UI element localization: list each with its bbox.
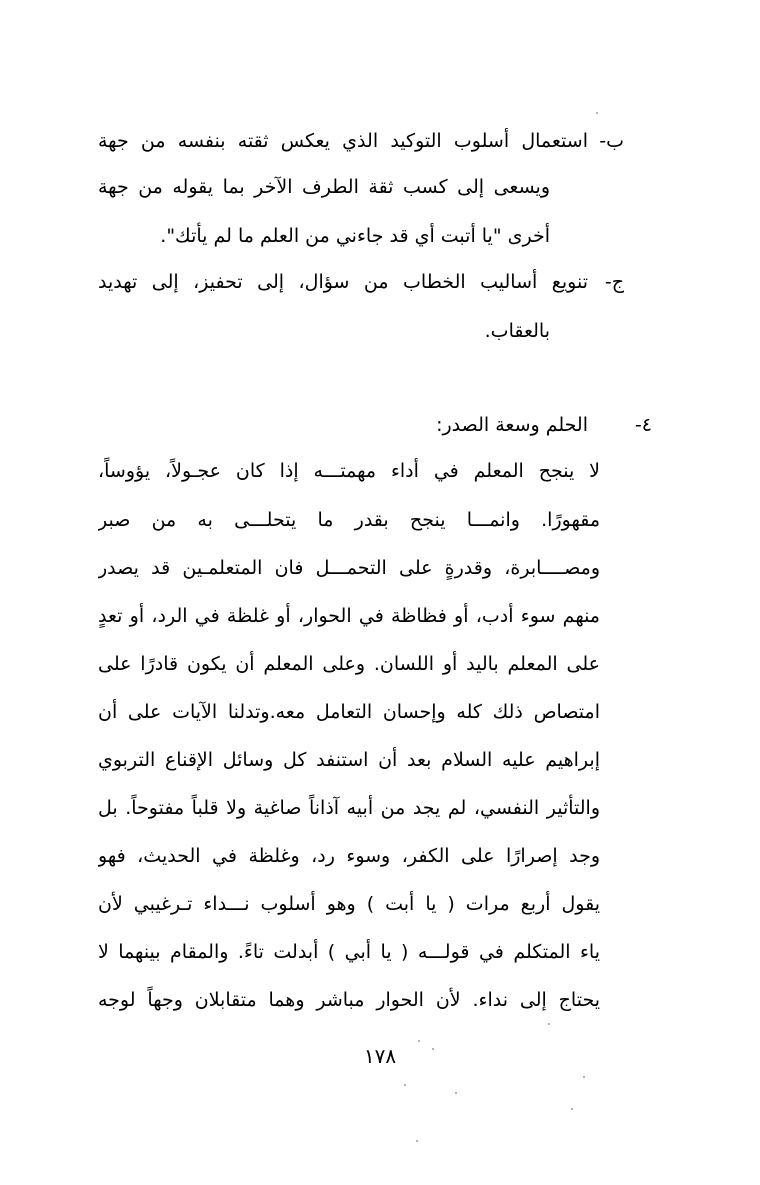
section-line-7: إبراهيم عليه السلام بعد أن استنفد كل وسائل الإقناع التربوي: [98, 749, 600, 771]
item-ba-line-2: ويسعى إلى كسب ثقة الطرف الآخر بما يقوله من جهة: [98, 176, 550, 198]
item-jim-line-1: تنويع أساليب الخطاب من سؤال، إلى تحفيز، إلى تهديد: [98, 271, 588, 293]
item-jim-line-2: بالعقاب.: [484, 320, 550, 342]
scan-speck: [583, 1076, 585, 1078]
section-heading: الحلم وسعة الصدر:: [436, 414, 588, 436]
section-line-11: ياء المتكلم في قولـــه ( يا أبي ) أبدلت تاءً. والمقام بينهما لا: [98, 941, 600, 963]
section-line-9: وجد إصرارًا على الكفر، وسوء رد، وغلظة في الحديث، فهو: [98, 845, 600, 867]
section-line-8: والتأثير النفسي، لم يجد من أبيه آذاناً صاغية ولا قلباً مفتوحاً. بل: [98, 797, 600, 819]
scan-speck: [432, 1048, 434, 1050]
section-line-1: لا ينجح المعلم في أداء مهمتـــه إذا كان عجـولاً، يؤوساً،: [98, 460, 600, 482]
section-line-3: ومصــــابرة، وقدرةٍ على التحمـــل فان المتعلمـين قد يصدر: [98, 557, 600, 579]
scan-speck: [596, 112, 598, 114]
section-number: ٤-: [634, 414, 652, 436]
section-line-5: على المعلم باليد أو اللسان. وعلى المعلم أن يكون قادرًا على: [98, 653, 600, 675]
section-line-4: منهم سوء أدب، أو فظاظة في الحوار، أو غلظة في الرد، أو تعدٍ: [98, 605, 600, 627]
section-line-2: مقهورًا. وانمـــا ينجح بقدر ما يتحلـــى به من صبر: [98, 509, 600, 531]
section-line-12: يحتاج إلى نداء. لأن الحوار مباشر وهما متقابلان وجهاً لوجه: [98, 989, 600, 1011]
scan-speck: [404, 1084, 406, 1086]
scan-speck: [418, 1040, 420, 1042]
item-ba-line-3: أخرى "يا أتبت أي قد جاءني من العلم ما لم يأتك".: [160, 225, 550, 247]
scan-speck: [416, 1140, 418, 1142]
item-ba-line-1: استعمال أسلوب التوكيد الذي يعكس ثقته بنفسه من جهة: [98, 130, 588, 152]
scan-speck: [455, 1092, 457, 1094]
page-number: ١٧٨: [363, 1044, 397, 1068]
scan-speck: [571, 1108, 573, 1110]
item-marker-jim: ج-: [604, 271, 624, 293]
section-line-6: امتصاص ذلك كله وإحسان التعامل معه.وتدلنا الآيات على أن: [98, 701, 600, 723]
item-marker-ba: ب-: [599, 130, 624, 152]
scan-speck: [548, 1023, 550, 1025]
section-line-10: يقول أربع مرات ( يا أبت ) وهو أسلوب نـــداء تـرغيبي لأن: [98, 893, 600, 915]
